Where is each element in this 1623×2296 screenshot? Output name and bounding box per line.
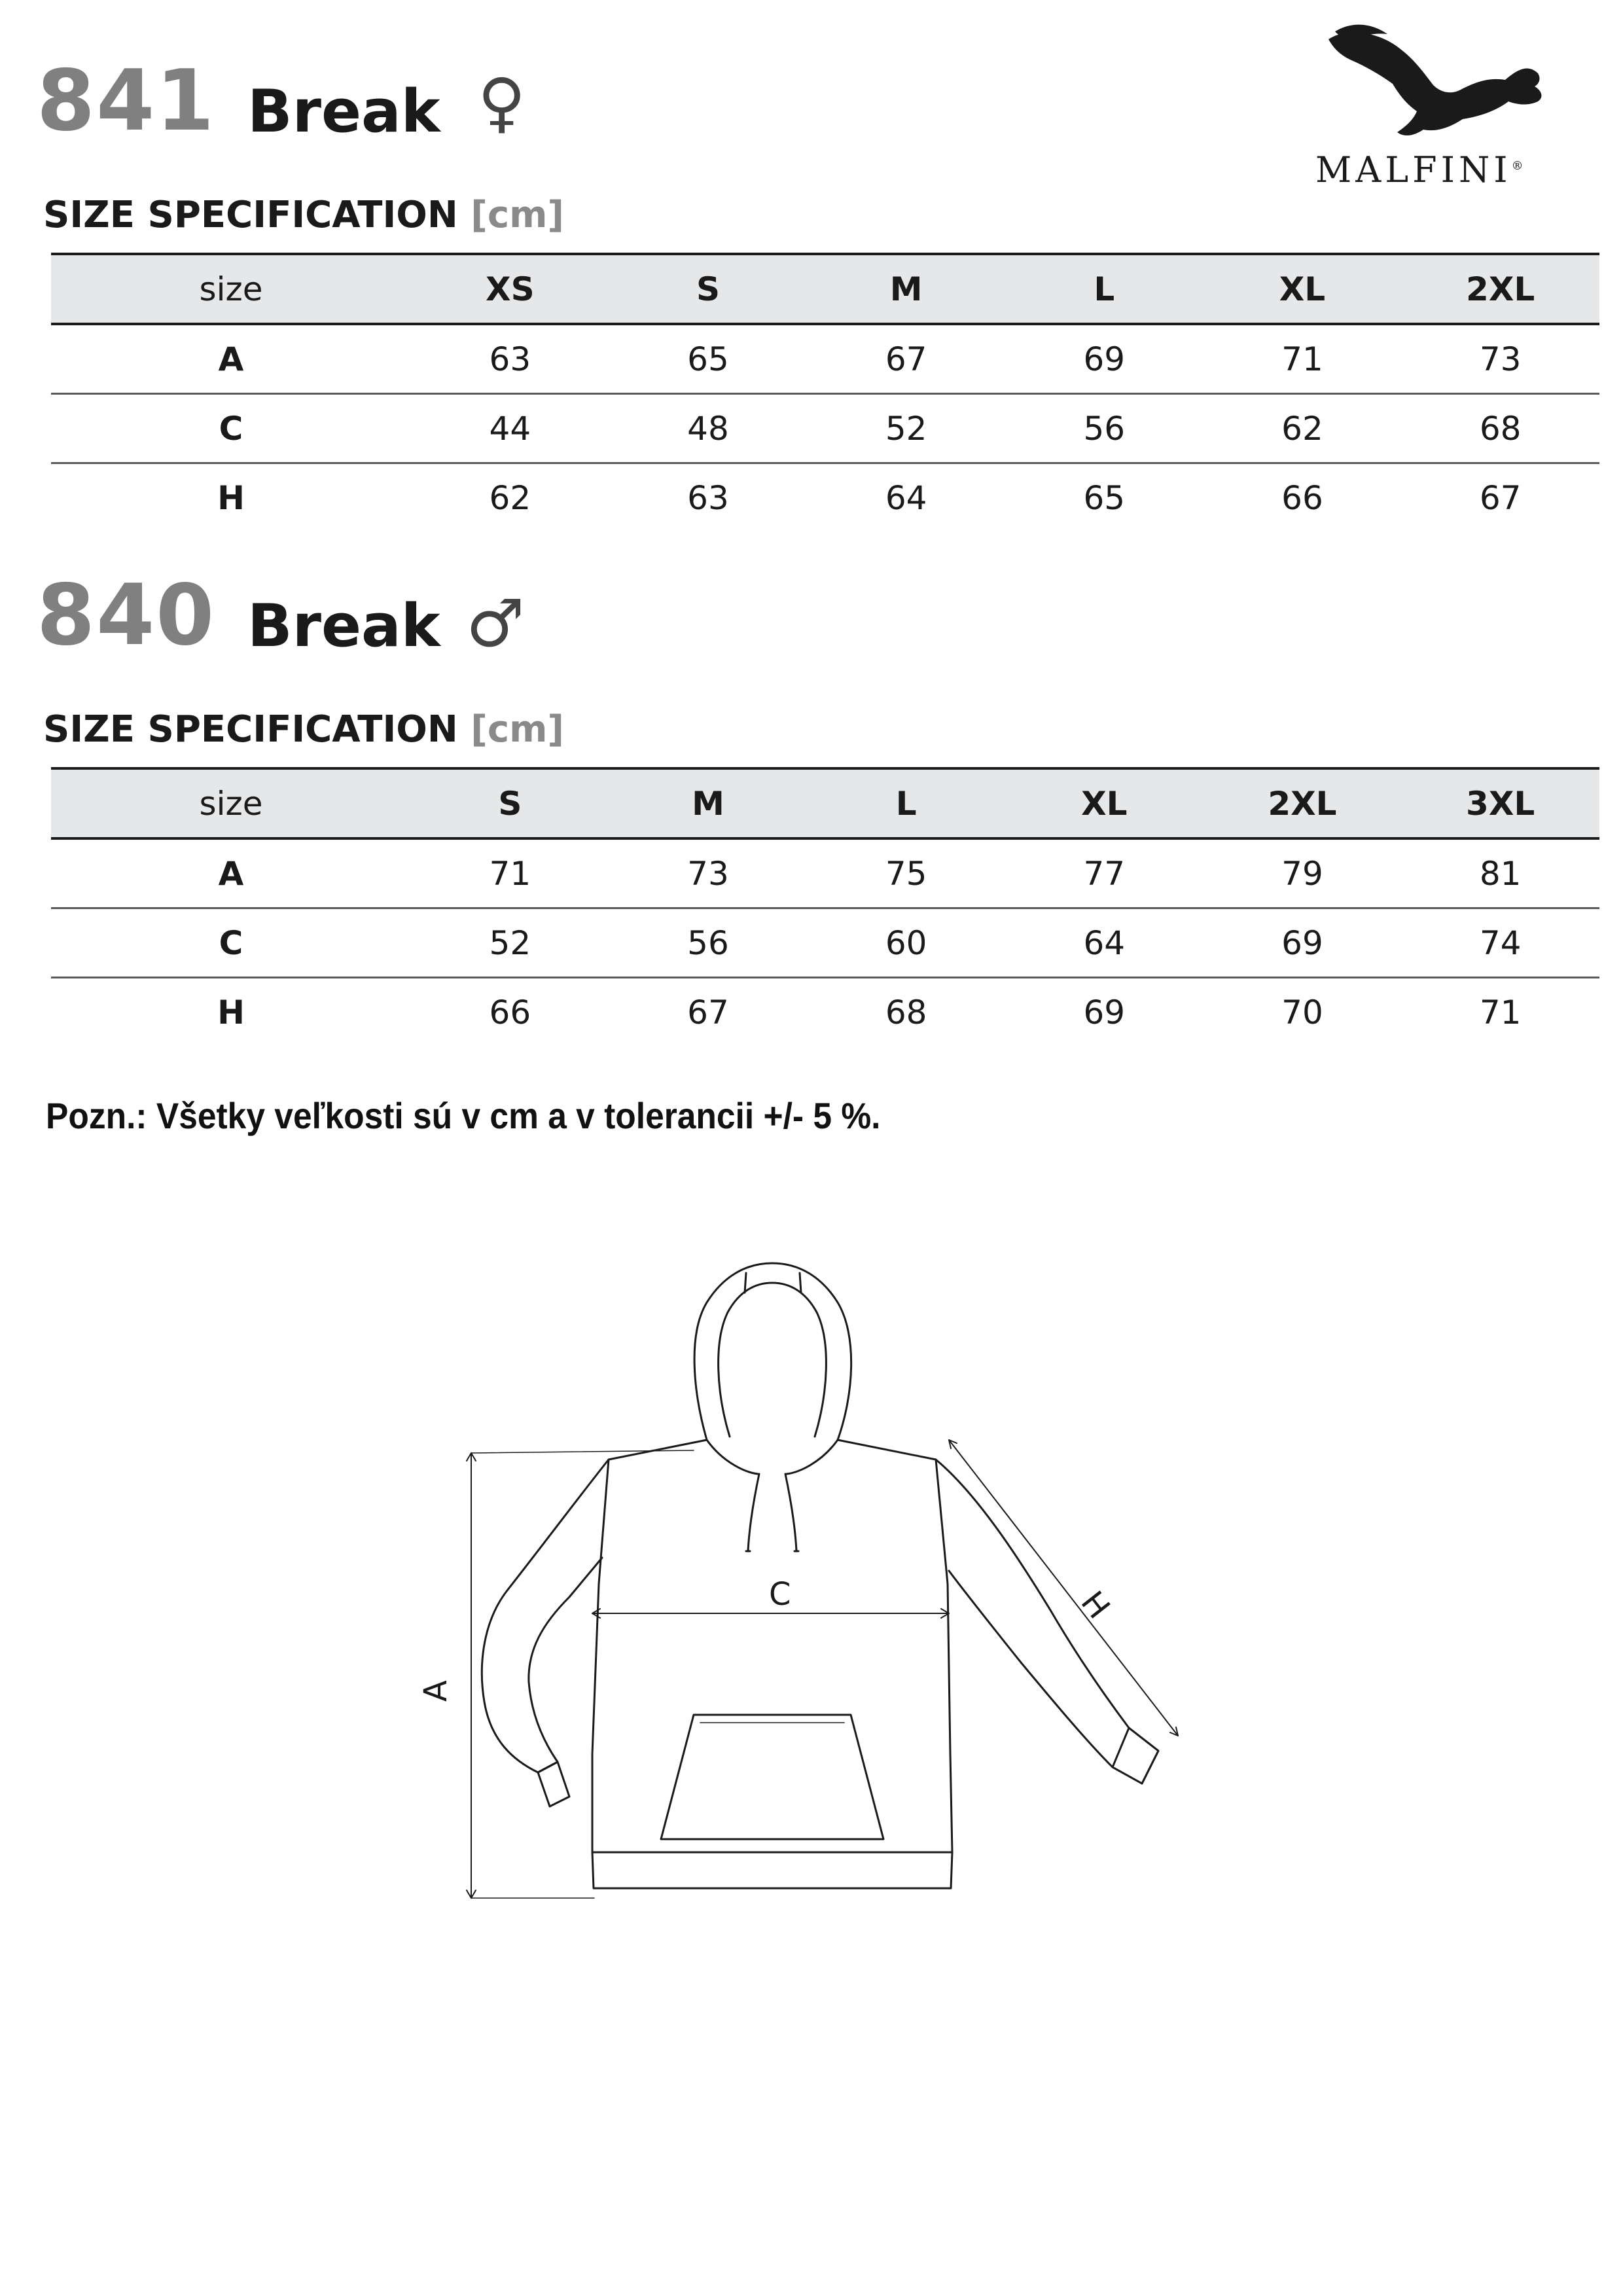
header-cell: XL bbox=[1005, 768, 1204, 838]
header-cell: 2XL bbox=[1204, 768, 1402, 838]
label-c: C bbox=[769, 1576, 791, 1613]
spec-title-text: SIZE SPECIFICATION bbox=[43, 708, 458, 751]
table-row bbox=[51, 394, 1599, 463]
female-symbol-icon: ♀ bbox=[478, 64, 526, 141]
header-cell: size bbox=[51, 768, 411, 838]
size-table-841 bbox=[51, 253, 1599, 531]
table-cell: 65 bbox=[609, 324, 808, 394]
brand-wordmark bbox=[1315, 149, 1524, 190]
product-name: Break bbox=[247, 77, 440, 146]
table-cell: 69 bbox=[1005, 324, 1204, 394]
table-cell: 66 bbox=[489, 993, 531, 1031]
table-cell: 52 bbox=[411, 908, 609, 978]
header-cell: S bbox=[411, 768, 609, 838]
table-cell: 69 bbox=[1204, 908, 1402, 978]
size-table-840 bbox=[51, 767, 1599, 1046]
spec-unit: [cm] bbox=[471, 194, 565, 236]
table-cell: 66 bbox=[1281, 478, 1323, 517]
table-cell: 60 bbox=[807, 908, 1005, 978]
product-code: 841 bbox=[37, 52, 216, 150]
row-label: A bbox=[51, 324, 411, 394]
spec-unit: [cm] bbox=[471, 708, 565, 751]
header-cell: 2XL bbox=[1401, 254, 1599, 324]
header-cell: 3XL bbox=[1401, 768, 1599, 838]
row-label: C bbox=[51, 908, 411, 978]
table-cell: 56 bbox=[1005, 394, 1204, 463]
header-cell: XL bbox=[1204, 254, 1402, 324]
header-cell: L bbox=[807, 768, 1005, 838]
table-cell: 81 bbox=[1401, 838, 1599, 908]
table-cell: 68 bbox=[885, 993, 927, 1031]
table-row bbox=[51, 324, 1599, 394]
table-row bbox=[51, 838, 1599, 908]
table-cell: 70 bbox=[1281, 993, 1323, 1031]
label-a: A bbox=[418, 1680, 454, 1702]
table-cell: 44 bbox=[411, 394, 609, 463]
male-symbol-icon: ♂ bbox=[466, 585, 525, 662]
hoodie-measurement-diagram bbox=[366, 1244, 1283, 1964]
table-cell: 63 bbox=[411, 324, 609, 394]
table-header-row bbox=[51, 768, 1599, 838]
table-cell: 67 bbox=[807, 324, 1005, 394]
table-cell: 69 bbox=[1083, 993, 1126, 1031]
table-cell: 48 bbox=[609, 394, 808, 463]
table-cell: 74 bbox=[1401, 908, 1599, 978]
table-cell: 63 bbox=[687, 478, 729, 517]
row-label: A bbox=[51, 838, 411, 908]
table-cell: 73 bbox=[1401, 324, 1599, 394]
header-cell: M bbox=[609, 768, 808, 838]
table-cell: 71 bbox=[411, 838, 609, 908]
table-cell: 68 bbox=[1401, 394, 1599, 463]
table-cell: 52 bbox=[807, 394, 1005, 463]
table-cell: 65 bbox=[1083, 478, 1126, 517]
table-cell: 71 bbox=[1479, 993, 1522, 1031]
product-code: 840 bbox=[37, 567, 216, 664]
table-row bbox=[51, 978, 1599, 1047]
header-cell: L bbox=[1005, 254, 1204, 324]
table-cell: 62 bbox=[489, 478, 531, 517]
spec-title bbox=[43, 194, 564, 236]
registered-mark: ® bbox=[1511, 159, 1524, 173]
row-label: C bbox=[51, 394, 411, 463]
brand-name: MALFINI bbox=[1315, 149, 1512, 190]
product-name: Break bbox=[247, 592, 440, 660]
table-cell: 67 bbox=[687, 993, 729, 1031]
table-row bbox=[51, 908, 1599, 978]
label-h: H bbox=[1073, 1584, 1117, 1626]
table-cell: 64 bbox=[1005, 908, 1204, 978]
spec-title-text: SIZE SPECIFICATION bbox=[43, 194, 458, 236]
table-row bbox=[51, 463, 1599, 532]
table-cell: 77 bbox=[1005, 838, 1204, 908]
header-cell: size bbox=[51, 254, 411, 324]
table-cell: 64 bbox=[885, 478, 927, 517]
header-cell: M bbox=[807, 254, 1005, 324]
table-cell: 56 bbox=[609, 908, 808, 978]
header-cell: XS bbox=[411, 254, 609, 324]
table-cell: 62 bbox=[1204, 394, 1402, 463]
table-cell: 67 bbox=[1479, 478, 1522, 517]
tolerance-note: Pozn.: Všetky veľkosti sú v cm a v tolerancii +/- 5 %. bbox=[46, 1095, 881, 1136]
row-label: H bbox=[217, 993, 245, 1031]
table-header-row bbox=[51, 254, 1599, 324]
header-cell: S bbox=[609, 254, 808, 324]
table-cell: 71 bbox=[1204, 324, 1402, 394]
spec-title bbox=[43, 708, 564, 751]
table-cell: 73 bbox=[609, 838, 808, 908]
row-label: H bbox=[217, 478, 245, 517]
table-cell: 79 bbox=[1204, 838, 1402, 908]
table-cell: 75 bbox=[807, 838, 1005, 908]
